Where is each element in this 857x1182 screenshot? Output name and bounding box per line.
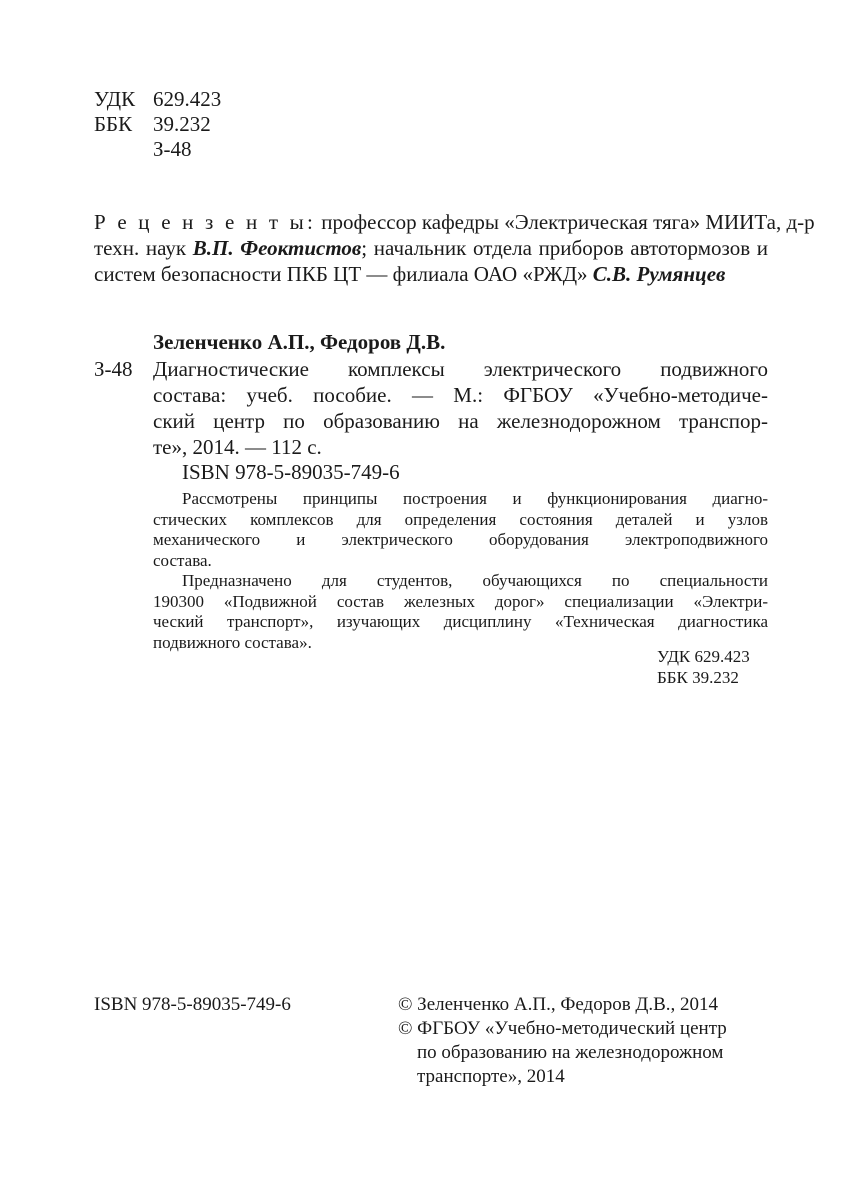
annotation-line: подвижного состава». [153, 632, 312, 652]
card-title [153, 356, 768, 460]
reviewers [94, 209, 815, 287]
udk-value: 629.423 [153, 87, 222, 111]
card-isbn: ISBN 978-5-89035-749-6 [182, 460, 400, 484]
card-title-line: ский центр по образованию на железнодорожном транспор- [153, 409, 768, 433]
annotation-line: Рассмотрены принципы построения и функционирования диагно- [182, 489, 768, 508]
reviewers-line-1: Р е ц е н з е н т ы: профессор кафедры «Электрическая тяга» МИИТа, д-р [94, 210, 815, 234]
annotation-line: 190300 «Подвижной состав железных дорог» специализации «Электри- [153, 591, 768, 611]
reviewer-name-2: С.В. Румянцев [592, 262, 726, 286]
annotation-1 [153, 489, 768, 571]
annotation-line: Предназначено для студентов, обучающихся по специальности [182, 571, 768, 590]
bbk-value: 39.232 [153, 112, 211, 136]
reviewers-line-2: техн. наук В.П. Феоктистов; начальник отдела приборов автотормозов и [94, 236, 769, 260]
reviewer-name-1: В.П. Феоктистов [192, 236, 362, 260]
footer-isbn: ISBN 978-5-89035-749-6 [94, 994, 291, 1015]
annotation-2 [153, 571, 768, 653]
annotation-line: стических комплексов для определения состояния деталей и узлов [153, 509, 768, 529]
card-mark: З-48 [94, 357, 133, 381]
udk-label: УДК [94, 87, 136, 111]
card-bbk: ББК 39.232 [657, 668, 739, 687]
card-title-line: Диагностические комплексы электрического подвижного [153, 357, 768, 381]
copyright-line: по образованию на железнодорожном [417, 1042, 724, 1063]
annotation-line: ческий транспорт», изучающих дисциплину «Техническая диагностика [153, 612, 768, 631]
card-title-line: те», 2014. — 112 с. [153, 435, 322, 459]
reviewers-label: Р е ц е н з е н т ы: [94, 210, 317, 234]
reviewers-line-3: систем безопасности ПКБ ЦТ — филиала ОАО «РЖД» С.В. Румянцев [94, 262, 726, 286]
copyright-line: © ФГБОУ «Учебно-методический центр [398, 1018, 727, 1039]
card-authors: Зеленченко А.П., Федоров Д.В. [153, 330, 446, 354]
author-mark: З-48 [153, 137, 192, 161]
copyright-line: транспорте», 2014 [417, 1066, 565, 1087]
copyright-authors: © Зеленченко А.П., Федоров Д.В., 2014 [398, 994, 719, 1015]
card-udk: УДК 629.423 [657, 647, 750, 666]
bbk-label: ББК [94, 112, 133, 136]
copyright-publisher [398, 1017, 727, 1089]
annotation-line: механического и электрического оборудования электроподвижного [153, 530, 768, 549]
annotation-line: состава. [153, 550, 212, 570]
card-title-line: состава: учеб. пособие. — М.: ФГБОУ «Учебно-методиче- [153, 383, 768, 407]
